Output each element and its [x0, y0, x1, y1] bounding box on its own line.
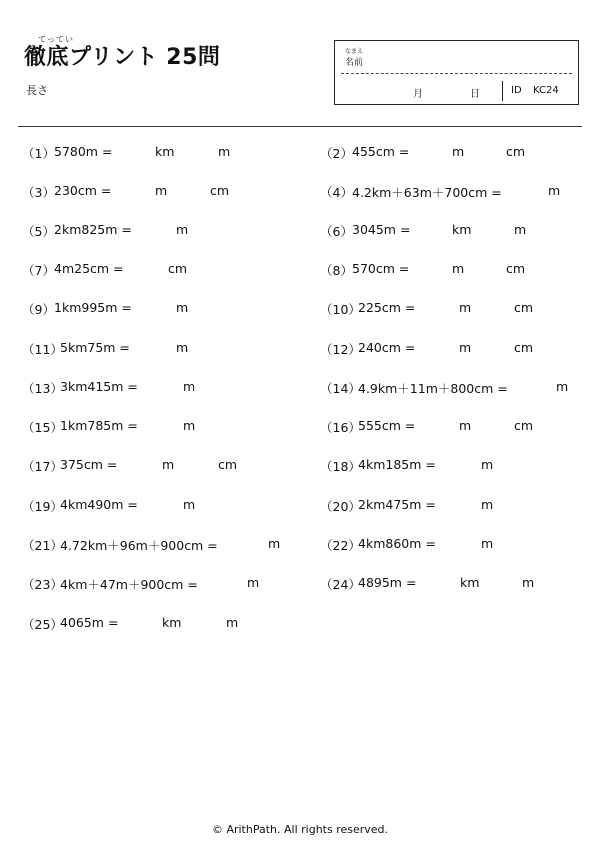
answer-unit: m	[459, 300, 472, 315]
problem-expression: 4.9km＋11m＋800cm =	[358, 381, 508, 396]
problem-item	[0, 340, 600, 358]
id-label: ID	[511, 85, 522, 96]
problem-item	[0, 222, 600, 240]
answer-unit: m	[183, 497, 196, 512]
problem-number: （23）	[22, 577, 63, 592]
page-title: 徹底プリント 25問	[24, 45, 221, 70]
answer-unit: m	[226, 615, 239, 630]
problem-number: （7）	[22, 263, 55, 278]
problem-item	[0, 261, 600, 279]
answer-unit: m	[452, 261, 465, 276]
problem-expression: 4.72km＋96m＋900cm =	[60, 538, 218, 553]
problem-expression: 4km860m =	[358, 536, 436, 551]
problem-item	[0, 418, 600, 436]
problem-expression: 4065m =	[60, 615, 119, 630]
problem-item	[0, 497, 600, 515]
answer-unit: m	[459, 418, 472, 433]
problem-expression: 2km825m =	[54, 222, 132, 237]
answer-unit: m	[522, 575, 535, 590]
problem-number: （13）	[22, 381, 63, 396]
answer-unit: m	[183, 418, 196, 433]
problem-number: （6）	[320, 224, 353, 239]
id-value: KC24	[533, 85, 559, 96]
problem-expression: 230cm =	[54, 183, 112, 198]
page-subtitle: 長さ	[26, 84, 48, 97]
problem-expression: 225cm =	[358, 300, 416, 315]
problem-number: （1）	[22, 146, 55, 161]
problem-number: （15）	[22, 420, 63, 435]
problem-number: （19）	[22, 499, 63, 514]
problem-expression: 4km185m =	[358, 457, 436, 472]
answer-unit: m	[176, 222, 189, 237]
answer-unit: m	[183, 379, 196, 394]
answer-unit: m	[247, 575, 260, 590]
problem-number: （4）	[320, 185, 353, 200]
answer-unit: cm	[210, 183, 230, 198]
problem-number: （2）	[320, 146, 353, 161]
problem-number: （14）	[320, 381, 361, 396]
problem-number: （18）	[320, 459, 361, 474]
answer-unit: m	[268, 536, 281, 551]
problem-item	[0, 379, 600, 397]
answer-unit: km	[162, 615, 182, 630]
answer-unit: m	[459, 340, 472, 355]
problem-number: （5）	[22, 224, 55, 239]
problem-expression: 3km415m =	[60, 379, 138, 394]
answer-unit: m	[176, 300, 189, 315]
problem-item	[0, 536, 600, 554]
problem-expression: 4895m =	[358, 575, 417, 590]
answer-unit: cm	[514, 300, 534, 315]
problem-number: （21）	[22, 538, 63, 553]
problem-item	[0, 144, 600, 162]
answer-unit: km	[155, 144, 175, 159]
problem-number: （20）	[320, 499, 361, 514]
answer-unit: km	[452, 222, 472, 237]
problem-expression: 4m25cm =	[54, 261, 124, 276]
problem-item	[0, 183, 600, 201]
answer-unit: cm	[514, 418, 534, 433]
answer-unit: m	[556, 379, 569, 394]
problem-expression: 555cm =	[358, 418, 416, 433]
problem-number: （22）	[320, 538, 361, 553]
answer-unit: m	[176, 340, 189, 355]
problem-expression: 375cm =	[60, 457, 118, 472]
problem-number: （25）	[22, 617, 63, 632]
problem-item	[0, 300, 600, 318]
problem-number: （8）	[320, 263, 353, 278]
title-ruby: てってい	[38, 35, 74, 44]
problem-expression: 2km475m =	[358, 497, 436, 512]
month-label: 月	[413, 89, 423, 100]
problem-expression: 4.2km＋63m＋700cm =	[352, 185, 502, 200]
problem-number: （9）	[22, 302, 55, 317]
problem-expression: 5780m =	[54, 144, 113, 159]
problem-expression: 4km490m =	[60, 497, 138, 512]
problem-expression: 240cm =	[358, 340, 416, 355]
name-ruby: なまえ	[345, 48, 364, 55]
problem-item	[0, 615, 600, 633]
answer-unit: m	[481, 497, 494, 512]
answer-unit: m	[452, 144, 465, 159]
problem-number: （10）	[320, 302, 361, 317]
footer-copyright: © ArithPath. All rights reserved.	[211, 823, 389, 836]
answer-unit: cm	[506, 144, 526, 159]
answer-unit: m	[514, 222, 527, 237]
answer-unit: m	[548, 183, 561, 198]
answer-unit: cm	[514, 340, 534, 355]
answer-unit: cm	[218, 457, 238, 472]
answer-unit: cm	[506, 261, 526, 276]
answer-unit: km	[460, 575, 480, 590]
problem-expression: 3045m =	[352, 222, 411, 237]
problem-item	[0, 575, 600, 593]
day-label: 日	[470, 89, 480, 100]
problem-number: （24）	[320, 577, 361, 592]
problem-expression: 1km995m =	[54, 300, 132, 315]
problem-expression: 5km75m =	[60, 340, 130, 355]
problem-expression: 4km＋47m＋900cm =	[60, 577, 198, 592]
problem-number: （17）	[22, 459, 63, 474]
problem-number: （3）	[22, 185, 55, 200]
answer-unit: m	[481, 457, 494, 472]
answer-unit: cm	[168, 261, 188, 276]
problem-item	[0, 457, 600, 475]
answer-unit: m	[481, 536, 494, 551]
problem-number: （12）	[320, 342, 361, 357]
problem-expression: 455cm =	[352, 144, 410, 159]
problem-number: （16）	[320, 420, 361, 435]
problem-expression: 570cm =	[352, 261, 410, 276]
name-label: 名前	[345, 58, 364, 68]
answer-unit: m	[162, 457, 175, 472]
answer-unit: m	[155, 183, 168, 198]
problem-expression: 1km785m =	[60, 418, 138, 433]
problem-number: （11）	[22, 342, 63, 357]
answer-unit: m	[218, 144, 231, 159]
